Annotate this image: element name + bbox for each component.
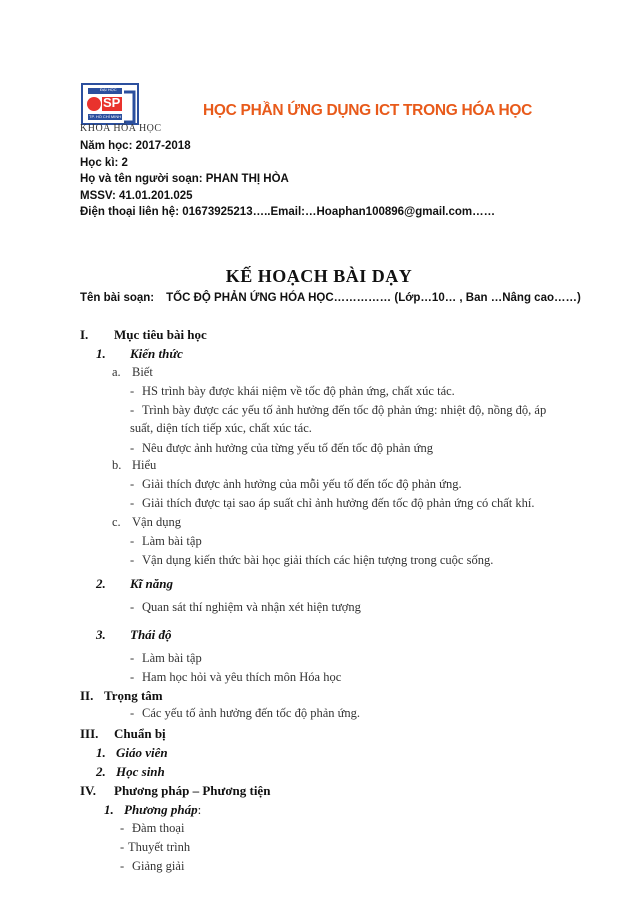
item-1c: c. Vận dụng (112, 515, 181, 529)
author: Họ và tên người soạn: PHAN THỊ HÒA (80, 173, 289, 185)
lesson-name (80, 292, 581, 304)
section-4-1-heading: 1. Phương pháp: (104, 802, 202, 817)
item-1c-2: - Vận dụng kiến thức bài học giải thích các hiện tượng trong cuộc sống. (130, 553, 494, 567)
section-1-3-heading: 3. Thái độ (96, 627, 172, 642)
semester: Học kì: 2 (80, 157, 128, 169)
section-1-1-heading: 1. Kiến thức (96, 346, 183, 361)
logo-bottom-text: TP. HỒ CHÍ MINH (89, 114, 122, 119)
section-3-2: 2. Học sinh (96, 764, 165, 779)
item-1a-3: - Nêu được ảnh hưởng của từng yếu tố đến tốc độ phản ứng (130, 441, 433, 455)
section-3-1: 1. Giáo viên (96, 745, 168, 760)
contact-info: Điện thoại liên hệ: 01673925213…..Email:…Hoaphan100896@gmail.com…… (80, 206, 496, 218)
section-1-2-heading: 2. Kĩ năng (96, 576, 173, 591)
item-1c-1: - Làm bài tập (130, 534, 202, 548)
method-item-3: - Giảng giải (120, 859, 185, 873)
method-item-2: - Thuyết trình (120, 840, 191, 854)
document-title: KẾ HOẠCH BÀI DẠY (225, 266, 413, 286)
item-3-1: - Làm bài tập (130, 651, 202, 665)
lesson-label: Tên bài soạn: (80, 292, 155, 304)
logo-label: SP (103, 95, 121, 110)
section-4-heading: IV. Phương pháp – Phương tiện (80, 783, 271, 798)
logo-top-text: ĐẠI HỌC (100, 87, 117, 92)
item-1a: a. Biết (112, 365, 153, 379)
item-1a-2-cont: suất, diện tích tiếp xúc, chất xúc tác. (130, 421, 312, 435)
item-1a-1: - HS trình bày được khái niệm về tốc độ phản ứng, chất xúc tác. (130, 384, 455, 398)
item-3-2: - Ham học hỏi và yêu thích môn Hóa học (130, 670, 342, 684)
item-1a-2: - Trình bày được các yếu tố ảnh hưởng đến tốc độ phản ứng: nhiệt độ, nồng độ, áp (130, 403, 547, 417)
school-year: Năm học: 2017-2018 (80, 140, 191, 152)
lesson-value: TỐC ĐỘ PHẢN ỨNG HÓA HỌC…………… (Lớp…10… , Ban …Nâng cao……) (166, 292, 581, 304)
item-1b-1: - Giải thích được ảnh hưởng của mỗi yếu tố đến tốc độ phản ứng. (130, 477, 462, 491)
section-2-heading: II. Trọng tâm (80, 688, 163, 703)
item-1b: b. Hiểu (112, 458, 157, 472)
university-logo (80, 82, 140, 128)
item-1b-2: - Giải thích được tại sao áp suất chỉ ảnh hưởng đến tốc độ phản ứng có chất khí. (130, 496, 535, 510)
department-label: KHOA HÓA HỌC (80, 123, 162, 134)
section-1-heading: I. Mục tiêu bài học (80, 327, 207, 342)
item-ii-1: - Các yếu tố ảnh hưởng đến tốc độ phản ứng. (130, 706, 361, 720)
section-3-heading: III. Chuẩn bị (80, 726, 166, 741)
student-id: MSSV: 41.01.201.025 (80, 190, 193, 202)
method-item-1: - Đàm thoại (120, 821, 185, 835)
course-title: HỌC PHẦN ỨNG DỤNG ICT TRONG HÓA HỌC (203, 102, 533, 119)
item-2-1: - Quan sát thí nghiệm và nhận xét hiện tượng (130, 600, 361, 614)
